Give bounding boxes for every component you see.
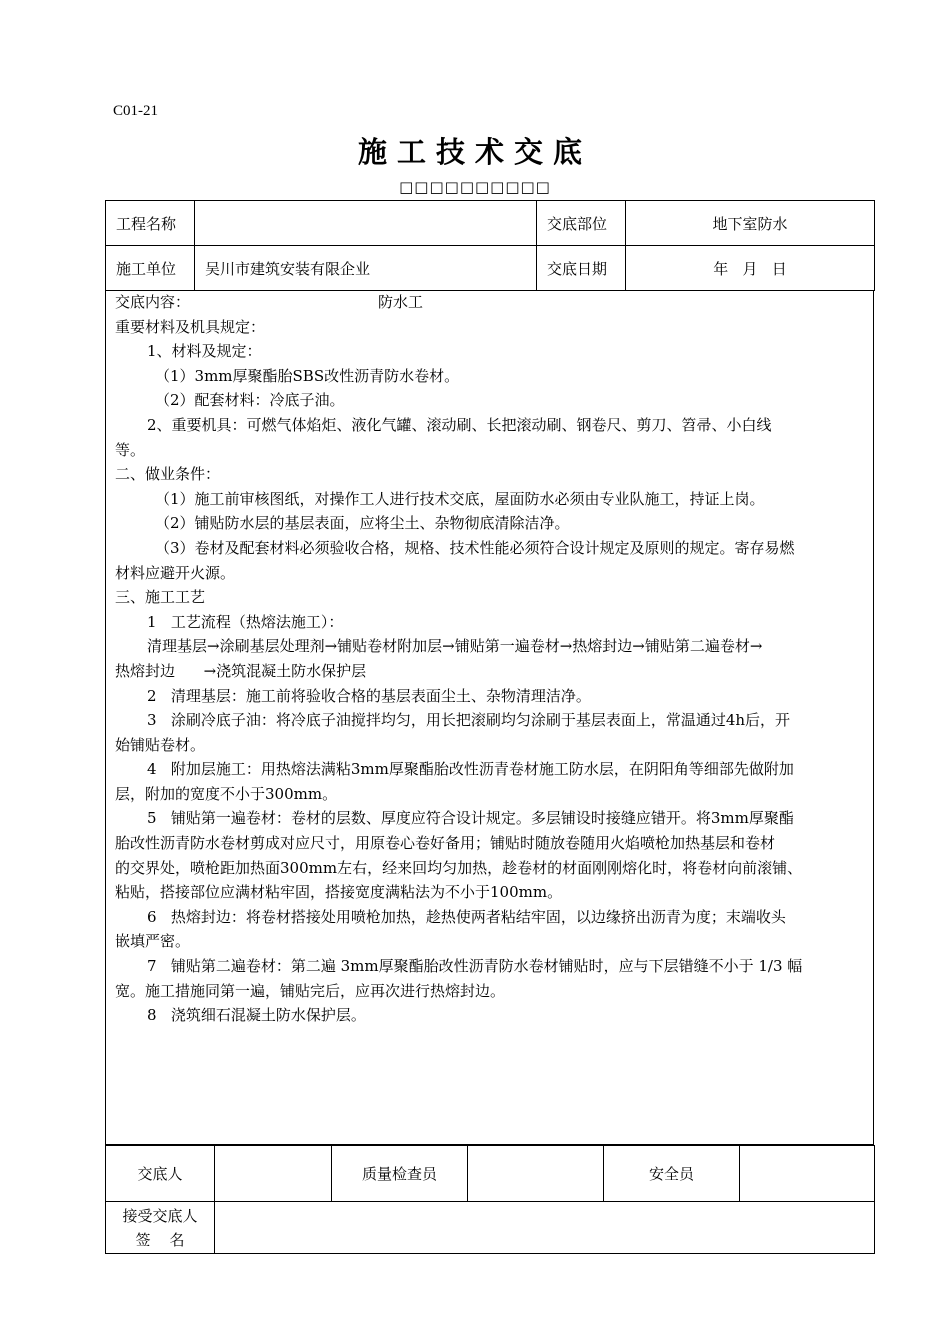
form-code: C01-21 (113, 103, 158, 119)
receiver-signature-field[interactable] (215, 1202, 875, 1254)
content-line: 三、施工工艺 (115, 588, 206, 607)
content-line: 清理基层→涂刷基层处理剂→铺贴卷材附加层→铺贴第一遍卷材→热熔封边→铺贴第二遍卷材→ (147, 637, 763, 656)
content-section (105, 290, 874, 1145)
project-value[interactable] (195, 201, 537, 246)
content-topic: 防水工 (378, 293, 424, 311)
date-text: 年 月 日 (713, 259, 787, 278)
content-line: 2 清理基层：施工前将验收合格的基层表面尘土、杂物清理洁净。 (147, 686, 591, 705)
part-value[interactable]: 地下室防水 (626, 201, 875, 246)
qc-label: 质量检查员 (332, 1146, 468, 1202)
part-label: 交底部位 (537, 201, 626, 246)
safety-field[interactable] (740, 1146, 875, 1202)
content-line: 6 热熔封边：将卷材搭接处用喷枪加热，趁热使两者粘结牢固，以边缘挤出沥青为度；末端收头 (147, 907, 786, 926)
content-line: 7 铺贴第二遍卷材：第二遍 3mm厚聚酯胎改性沥青防水卷材铺贴时，应与下层错缝不小于 1/3 幅 (147, 957, 803, 976)
project-label: 工程名称 (106, 201, 195, 246)
content-line: （2）铺贴防水层的基层表面，应将尘土、杂物彻底清除洁净。 (155, 514, 570, 533)
content-line: 宽。施工措施同第一遍，铺贴完后，应再次进行热熔封边。 (115, 981, 506, 1000)
receiver-label-line1: 接受交底人 (122, 1206, 198, 1225)
content-line: 层，附加的宽度不小于300mm。 (115, 784, 338, 803)
content-line: 4 附加层施工：用热熔法满粘3mm厚聚酯胎改性沥青卷材施工防水层，在阴阳角等细部先做附加 (147, 760, 794, 779)
content-body[interactable] (106, 290, 870, 1028)
content-line: （2）配套材料：冷底子油。 (155, 391, 345, 410)
content-line: 的交界处，喷枪距加热面300mm左右，经来回均匀加热，趁卷材的材面刚刚熔化时，将卷材向前滚铺、 (115, 858, 803, 877)
content-line: 二、做业条件： (115, 465, 221, 484)
safety-label: 安全员 (604, 1146, 740, 1202)
discloser-field[interactable] (215, 1146, 332, 1202)
content-line: 材料应避开火源。 (115, 563, 236, 582)
unit-value[interactable]: 吴川市建筑安装有限企业 (195, 246, 537, 291)
content-line: 胎改性沥青防水卷材剪成对应尺寸，用原卷心卷好备用；铺贴时随放卷随用火焰喷枪加热基层和卷材 (115, 834, 776, 853)
content-line: 等。 (115, 440, 146, 459)
date-label: 交底日期 (537, 246, 626, 291)
content-line: 8 浇筑细石混凝土防水保护层。 (147, 1006, 366, 1025)
project-row (106, 201, 875, 246)
unit-label: 施工单位 (106, 246, 195, 291)
content-line: 5 铺贴第一遍卷材：卷材的层数、厚度应符合设计规定。多层铺设时接缝应错开。将3mm厚聚酯 (147, 809, 794, 828)
receiver-row (106, 1202, 875, 1254)
content-line: 嵌填严密。 (115, 932, 191, 951)
receiver-label-line2: 签 名 (135, 1230, 185, 1249)
content-line: 始铺贴卷材。 (115, 735, 206, 754)
receiver-label (106, 1202, 215, 1254)
content-line: 1 工艺流程（热熔法施工）： (147, 612, 344, 631)
qc-field[interactable] (468, 1146, 604, 1202)
content-line: （1）3mm厚聚酯胎SBS改性沥青防水卷材。 (155, 366, 460, 385)
unit-row (106, 246, 875, 291)
signature-table (105, 1145, 875, 1254)
page-title: 施工技术交底 (357, 135, 592, 169)
content-line: （1）施工前审核图纸，对操作工人进行技术交底，屋面防水必须由专业队施工，持证上岗。 (155, 489, 765, 508)
content-line: 粘贴，搭接部位应满材粘牢固，搭接宽度满粘法为不小于100mm。 (115, 883, 563, 902)
content-line: 2、重要机具：可燃气体焰炬、液化气罐、滚动刷、长把滚动刷、钢卷尺、剪刀、笤帚、小白线 (147, 415, 772, 434)
signature-row (106, 1146, 875, 1202)
discloser-label: 交底人 (106, 1146, 215, 1202)
content-line: 3 涂刷冷底子油：将冷底子油搅拌均匀，用长把滚刷均匀涂刷于基层表面上，常温通过4h后，开 (147, 711, 791, 730)
content-line: 热熔封边 →浇筑混凝土防水保护层 (115, 661, 367, 680)
date-value[interactable] (626, 246, 875, 291)
content-line: （3）卷材及配套材料必须验收合格，规格、技术性能必须符合设计规定及原则的规定。寄存易燃 (155, 538, 795, 557)
header-table (105, 200, 875, 291)
content-label: 交底内容： (115, 293, 191, 311)
page-subtitle: □□□□□□□□□□ (399, 178, 551, 196)
content-line: 1、材料及规定： (147, 342, 262, 361)
content-header-line (115, 290, 870, 315)
content-line: 重要材料及机具规定： (115, 317, 266, 336)
